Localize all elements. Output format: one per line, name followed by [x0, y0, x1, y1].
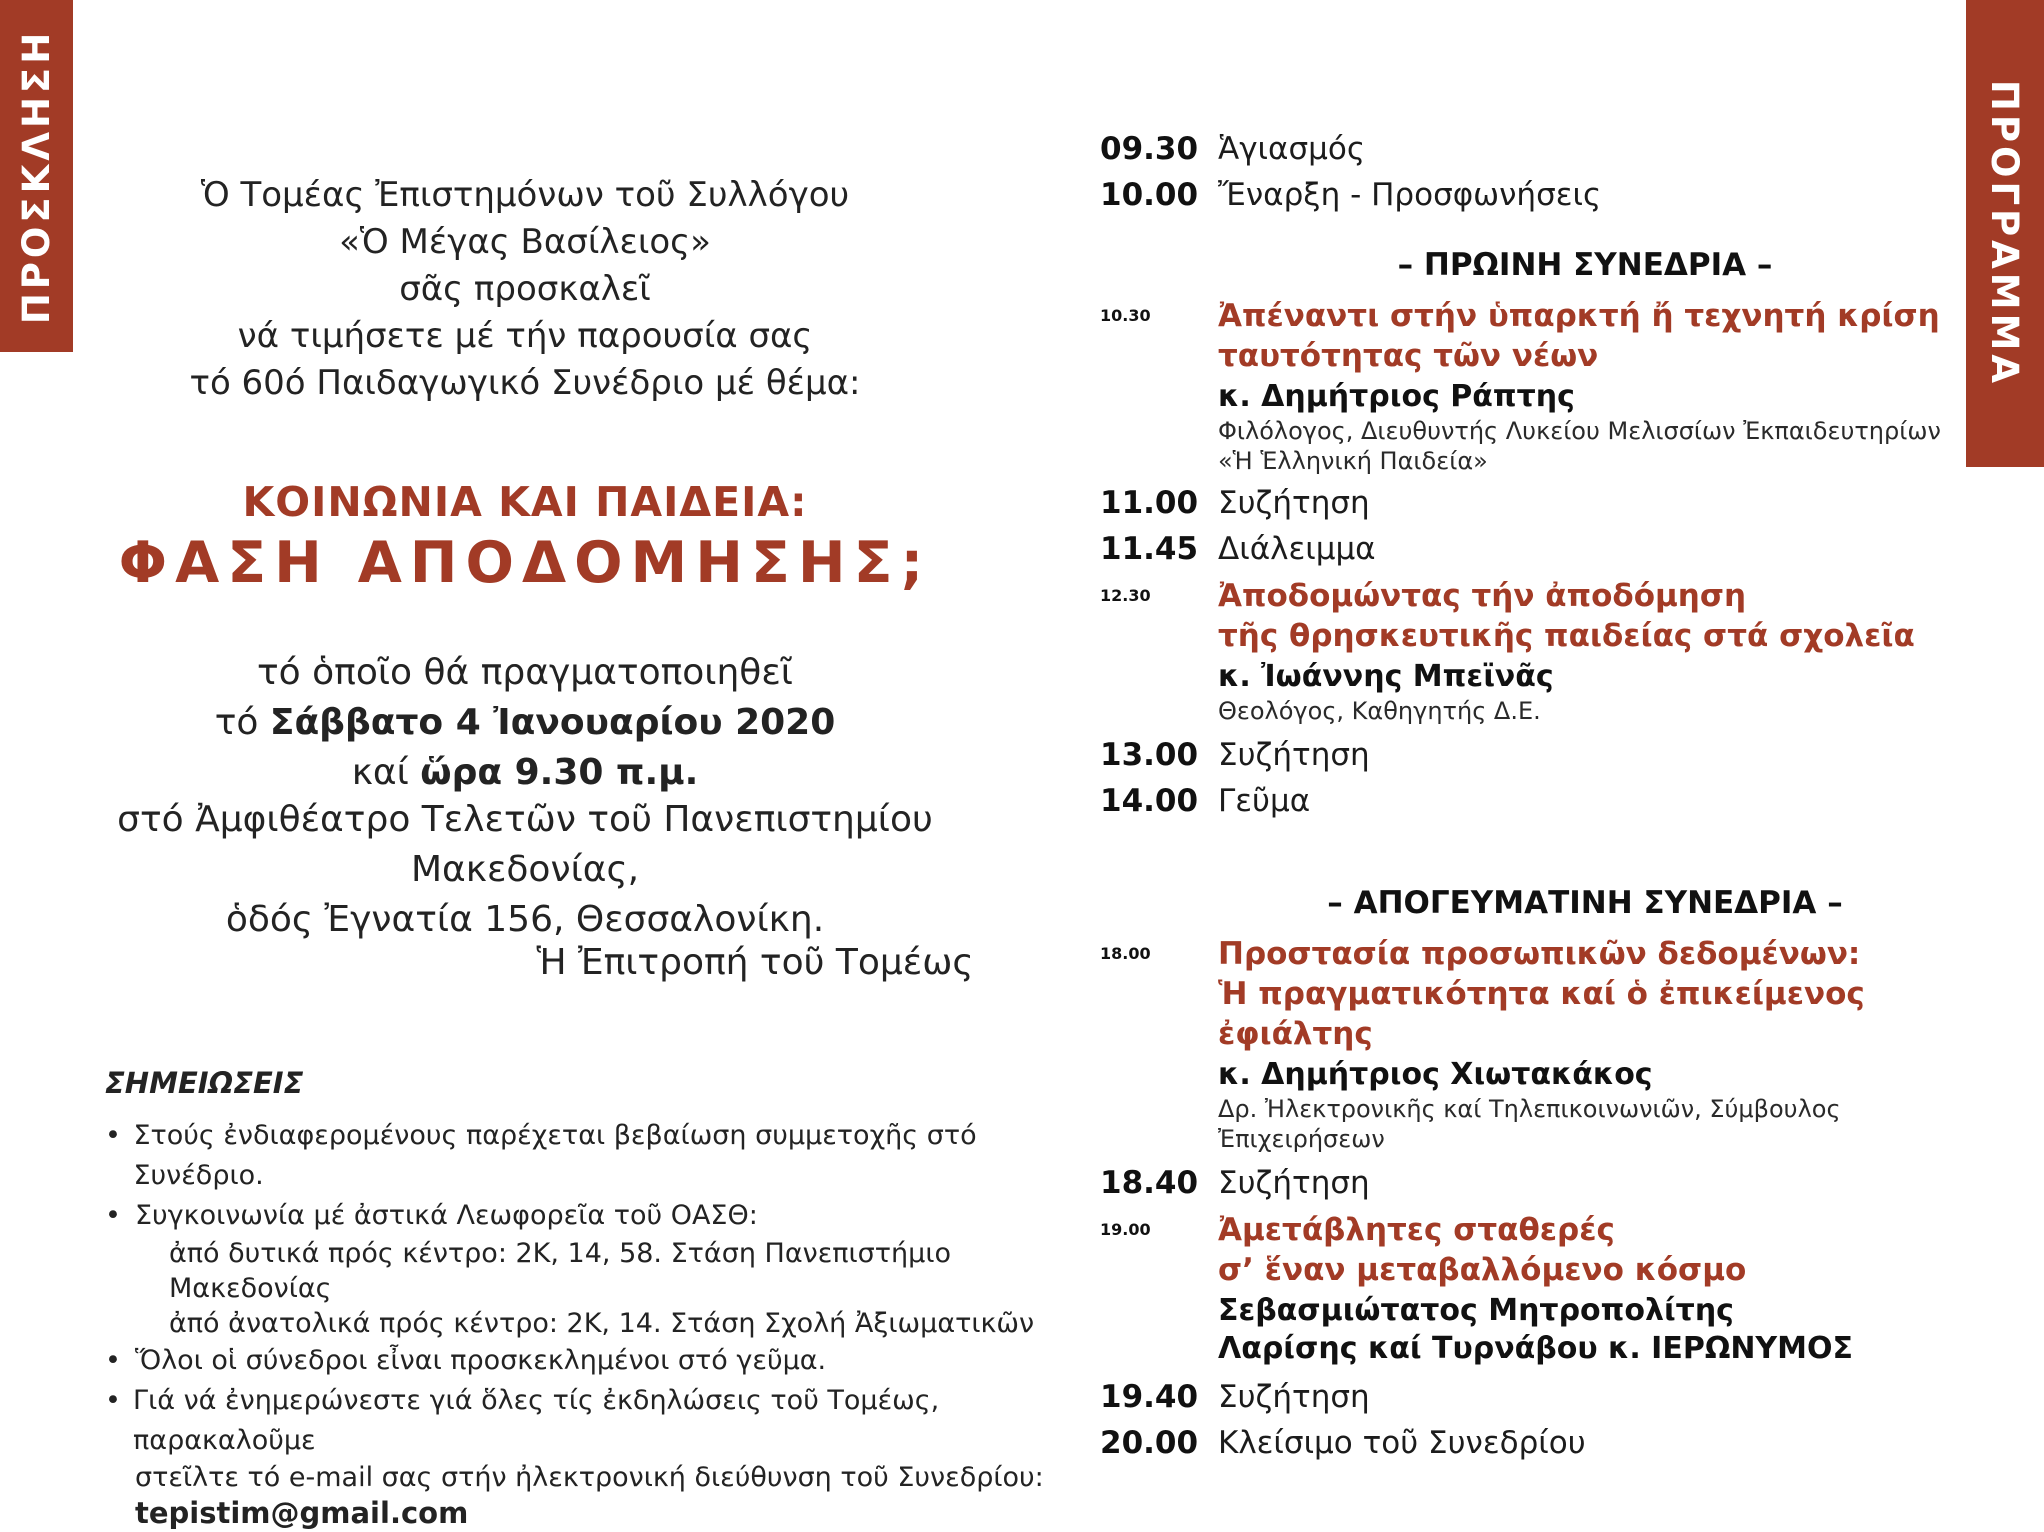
speaker-name: κ. Ἰωάννης Μπεϊνᾶς — [1218, 659, 1554, 694]
venue-line: στό Ἀμφιθέατρο Τελετῶν τοῦ Πανεπιστημίου Μακεδονίας, — [117, 799, 933, 890]
conference-subtitle: ΦΑΣΗ ΑΠΟΔΟΜΗΣΗΣ; — [118, 530, 932, 596]
bullet-dot-icon: • — [105, 1200, 121, 1231]
notes-title: ΣΗΜΕΙΩΣΕΙΣ — [105, 1066, 304, 1100]
time-value: ὥρα 9.30 π.μ. — [420, 752, 699, 793]
note-text: Ὅλοι οἱ σύνεδροι εἶναι προσκεκλημένοι στό γεῦμα. — [135, 1345, 827, 1376]
session-header: – ΠΡΩΙΝΗ ΣΥΝΕΔΡΙΑ – — [1397, 247, 1773, 283]
conference-title: ΚΟΙΝΩΝΙΑ ΚΑΙ ΠΑΙΔΕΙΑ: — [242, 478, 808, 526]
speaker-name: Σεβασμιώτατος Μητροπολίτης — [1218, 1293, 1734, 1328]
row-event: Ἔναρξη - Προσφωνήσεις — [1218, 177, 1602, 213]
talk-title: Ἀποδομώντας τήν ἀποδόμηση — [1218, 578, 1747, 614]
talk-title: Ἀπέναντι στήν ὑπαρκτή ἤ τεχνητή κρίση — [1218, 298, 1940, 334]
row-time: 10.30 — [1100, 306, 1151, 325]
email-address: tepistim@gmail.com — [135, 1496, 469, 1530]
intro-line: νά τιμήσετε μέ τήν παρουσία σας — [237, 316, 813, 356]
row-time: 11.00 — [1100, 485, 1199, 521]
row-event: Γεῦμα — [1218, 783, 1311, 819]
speaker-credentials: «Ἡ Ἑλληνική Παιδεία» — [1218, 447, 1488, 475]
row-time: 14.00 — [1100, 783, 1199, 819]
note-bullet — [105, 1116, 1065, 1196]
conference-title-block — [20, 478, 1030, 596]
program-row — [1100, 174, 1980, 216]
notes-section — [105, 1066, 1065, 1532]
row-time: 10.00 — [1100, 177, 1199, 213]
talk-title: Προστασία προσωπικῶν δεδομένων: — [1218, 936, 1861, 972]
program-row — [1100, 780, 1980, 822]
row-time: 19.00 — [1100, 1220, 1151, 1239]
speaker-credentials: Θεολόγος, Καθηγητής Δ.Ε. — [1218, 697, 1541, 725]
note-bullet — [105, 1341, 1065, 1381]
note-bullet — [105, 1381, 1065, 1461]
bullet-dot-icon: • — [105, 1385, 121, 1416]
session-header: – ΑΠΟΓΕΥΜΑΤΙΝΗ ΣΥΝΕΔΡΙΑ – — [1327, 885, 1843, 921]
date-value: Σάββατο 4 Ἰανουαρίου 2020 — [269, 702, 836, 743]
talk-title: τῆς θρησκευτικῆς παιδείας στά σχολεῖα — [1218, 618, 1915, 654]
date-line — [40, 698, 1010, 748]
talk-cell — [1218, 576, 1980, 726]
program-row — [1100, 1376, 1980, 1418]
venue-block — [20, 795, 1030, 945]
note-text: Συγκοινωνία μέ ἀστικά Λεωφορεῖα τοῦ ΟΑΣΘ: — [135, 1200, 758, 1231]
row-time: 11.45 — [1100, 531, 1199, 567]
time-line — [40, 748, 1010, 798]
row-event: Κλείσιμο τοῦ Συνεδρίου — [1218, 1425, 1586, 1461]
program-talk — [1100, 296, 1980, 476]
program-row — [1100, 1422, 1980, 1464]
program-row — [1100, 528, 1980, 570]
intro-line: «Ὁ Μέγας Βασίλειος» — [339, 222, 711, 262]
bullet-dot-icon: • — [105, 1345, 121, 1376]
speaker-name: Λαρίσης καί Τυρνάβου κ. ΙΕΡΩΝΥΜΟΣ — [1218, 1331, 1854, 1366]
row-time: 13.00 — [1100, 737, 1199, 773]
talk-title: ταυτότητας τῶν νέων — [1218, 338, 1599, 374]
program-row — [1100, 128, 1980, 170]
time-prefix: καί — [351, 752, 421, 793]
row-event: Συζήτηση — [1218, 1165, 1370, 1201]
note-text: Στούς ἐνδιαφερομένους παρέχεται βεβαίωση συμμετοχῆς στό Συνέδριο. — [133, 1120, 977, 1191]
row-event: Συζήτηση — [1218, 1379, 1370, 1415]
speaker-name: κ. Δημήτριος Χιωτακάκος — [1218, 1057, 1653, 1092]
talk-title: σ’ ἕναν μεταβαλλόμενο κόσμο — [1218, 1252, 1747, 1288]
speaker-name: κ. Δημήτριος Ράπτης — [1218, 379, 1575, 414]
invitation-intro — [40, 172, 1010, 407]
note-subline: ἀπό ἀνατολικά πρός κέντρο: 2Κ, 14. Στάση Σχολή Ἀξιωματικῶν — [169, 1308, 1035, 1339]
program-talk — [1100, 1210, 1980, 1368]
row-event: Συζήτηση — [1218, 737, 1370, 773]
program-row — [1100, 1162, 1980, 1204]
row-time: 12.30 — [1100, 586, 1151, 605]
row-event: Ἁγιασμός — [1218, 131, 1366, 167]
program-row — [1100, 482, 1980, 524]
note-subline: στεῖλτε τό e-mail σας στήν ἠλεκτρονική διεύθυνση τοῦ Συνεδρίου: — [135, 1462, 1044, 1493]
intro-line: τό 60ό Παιδαγωγικό Συνέδριο μέ θέμα: — [189, 363, 861, 403]
row-event: Διάλειμμα — [1218, 531, 1376, 567]
talk-title: Ἡ πραγματικότητα καί ὁ ἐπικείμενος ἐφιάλτης — [1218, 976, 1865, 1052]
note-bullet — [105, 1196, 1065, 1236]
talk-cell — [1218, 934, 1980, 1154]
date-prefix: τό — [214, 702, 270, 743]
speaker-credentials: Δρ. Ἠλεκτρονικῆς καί Τηλεπικοινωνιῶν, Σύμβουλος Ἐπιχειρήσεων — [1218, 1095, 1841, 1153]
committee-signature: Ἡ Ἐπιτροπή τοῦ Τομέως — [536, 942, 974, 983]
row-time: 18.40 — [1100, 1165, 1199, 1201]
intro-line: σᾶς προσκαλεῖ — [399, 269, 651, 309]
program-talk — [1100, 576, 1980, 726]
talk-title: Ἀμετάβλητες σταθερές — [1218, 1212, 1615, 1248]
note-subline: ἀπό δυτικά πρός κέντρο: 2Κ, 14, 58. Στάση Πανεπιστήμιο Μακεδονίας — [169, 1238, 951, 1304]
row-time: 20.00 — [1100, 1425, 1199, 1461]
program-row — [1100, 734, 1980, 776]
banner-invitation-label: ΠΡΟΣΚΛΗΣΗ — [15, 28, 59, 324]
program-talk — [1100, 934, 1980, 1154]
row-time: 18.00 — [1100, 944, 1151, 963]
date-intro-line: τό ὁποῖο θά πραγματοποιηθεῖ — [257, 652, 793, 693]
row-event: Συζήτηση — [1218, 485, 1370, 521]
venue-line: ὁδός Ἐγνατία 156, Θεσσαλονίκη. — [225, 899, 825, 940]
banner-program-label: ΠΡΟΓΡΑΜΜΑ — [1983, 79, 2027, 388]
date-block — [40, 648, 1010, 798]
intro-line: Ὁ Τομέας Ἐπιστημόνων τοῦ Συλλόγου — [200, 175, 850, 215]
note-text: Γιά νά ἐνημερώνεστε γιά ὅλες τίς ἐκδηλώσεις τοῦ Τομέως, παρακαλοῦμε — [133, 1385, 940, 1456]
talk-cell — [1218, 1210, 1980, 1368]
speaker-credentials: Φιλόλογος, Διευθυντής Λυκείου Μελισσίων Ἐκπαιδευτηρίων — [1218, 417, 1941, 445]
row-time: 19.40 — [1100, 1379, 1199, 1415]
row-time: 09.30 — [1100, 131, 1199, 167]
bullet-dot-icon: • — [105, 1120, 121, 1151]
program-schedule — [1100, 128, 1980, 1464]
talk-cell — [1218, 296, 1980, 476]
